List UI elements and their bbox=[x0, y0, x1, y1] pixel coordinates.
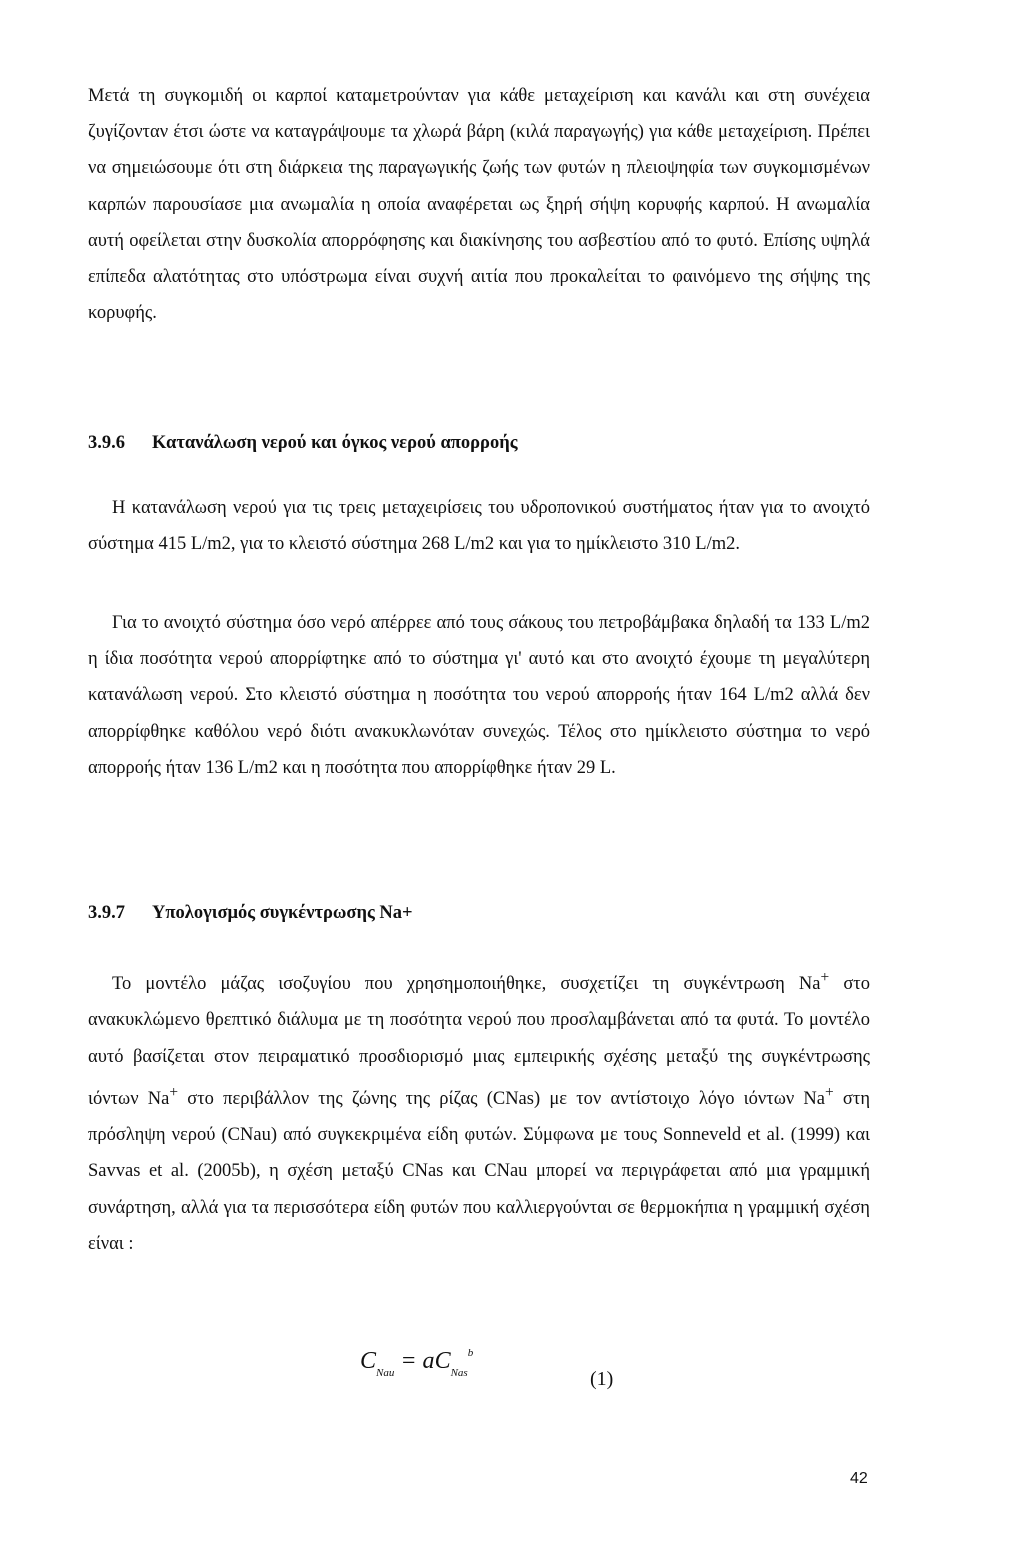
paragraph-harvest: Μετά τη συγκομιδή οι καρποί καταμετρούνταν για κάθε μεταχείριση και κανάλι και στη συνέχεια ζυγίζονταν έτσι ώστε να καταγράψουμε τα χλωρά βάρη (κιλά παραγωγής) για κάθε μεταχείριση. Πρέπει να σημειώσουμε ότι στη διάρκεια της παραγωγικής ζωής των φυτών η πλειοψηφία των συγκομισμένων καρπών παρουσίασε μια ανωμαλία η οποία αναφέρεται ως ξηρή σήψη κορυφής καρπού. Η ανωμαλία αυτή οφείλεται στην δυσκολία απορρόφησης και διακίνησης του ασβεστίου από το φυτό. Επίσης υψηλά επίπεδα αλατότητας στο υπόστρωμα είναι συχνή αιτία που προκαλείται το φαινόμενο της σήψης της κορυφής. bbox=[88, 86, 870, 324]
paragraph-runoff: Για το ανοιχτό σύστημα όσο νερό απέρρεε από τους σάκους του πετροβάμβακα δηλαδή τα 133 L/m2 η ίδια ποσότητα νερού απορρίφτηκε από το σύστημα γι' αυτό και στο ανοιχτό έχουμε τη μεγαλύτερη κατανάλωση νερού. Στο κλειστό σύστημα η ποσότητα του νερού απορροής ήταν 164 L/m2 αλλά δεν απορρίφθηκε καθόλου νερό διότι ανακυκλωνόταν συνεχώς. Τέλος στο ημίκλειστο σύστημα το νερό απορροής ήταν 136 L/m2 και η ποσότητα που απορρίφθηκε ήταν 29 L. bbox=[88, 613, 870, 778]
equation-lhs-subscript: Nau bbox=[376, 1367, 395, 1379]
equation-number: (1) bbox=[590, 1368, 614, 1390]
equation-equals: = a bbox=[394, 1348, 435, 1374]
section-heading-3-9-6 bbox=[88, 433, 518, 454]
text-run: Το μοντέλο μάζας ισοζυγίου που χρησημοποιήθηκε, συσχετίζει τη συγκέντρωση Na bbox=[112, 974, 821, 995]
section-heading-3-9-7 bbox=[88, 903, 413, 924]
equation-rhs-exponent: b bbox=[467, 1347, 474, 1359]
section-title: Κατανάλωση νερού και όγκος νερού απορροής bbox=[152, 433, 518, 453]
text-run: στη πρόσληψη νερού (CNau) από συγκεκριμένα είδη φυτών. Σύμφωνα με τους Sonneveld et al. (1999) και Savvas et al. (2005b), η σχέση μεταξύ CNas και CNau μπορεί να περιγράφεται από μια γραμμική συνάρτηση, αλλά για τα περισσότερα είδη φυτών που καλλιεργούνται σε θερμοκήπια η γραμμική σχέση είναι : bbox=[88, 1088, 870, 1254]
equation-lhs: C bbox=[360, 1348, 377, 1374]
paragraph-water-consumption: Η κατανάλωση νερού για τις τρεις μεταχειρίσεις του υδροπονικού συστήματος ήταν για το ανοιχτό σύστημα 415 L/m2, για το κλειστό σύστημα 268 L/m2 και για το ημίκλειστο 310 L/m2. bbox=[88, 498, 870, 555]
equation-rhs: C bbox=[434, 1348, 451, 1374]
text-run: στο περιβάλλον της ζώνης της ρίζας (CNas) με τον αντίστοιχο λόγο ιόντων Na bbox=[178, 1088, 826, 1109]
page-number: 42 bbox=[850, 1470, 868, 1487]
equation-rhs-subscript: Nas bbox=[450, 1367, 468, 1379]
text-run: στο ανακυκλώμενο θρεπτικό διάλυμα με τη ποσότητα νερού που προσλαμβάνεται από τα φυτά. Το μοντέλο αυτό βασίζεται στον πειραματικό προσδιορισμό μιας εμπειρικής σχέσης μεταξύ της συγκέντρωσης ιόντων Na bbox=[88, 974, 870, 1109]
superscript-plus: + bbox=[825, 1083, 834, 1101]
superscript-plus: + bbox=[169, 1083, 179, 1101]
section-number: 3.9.6 bbox=[88, 433, 125, 453]
equation-1 bbox=[360, 1347, 474, 1379]
section-title: Υπολογισμός συγκέντρωσης Na+ bbox=[152, 903, 413, 923]
paragraph-mass-balance-model bbox=[88, 960, 870, 1262]
superscript-plus: + bbox=[820, 969, 830, 986]
section-number: 3.9.7 bbox=[88, 903, 125, 923]
